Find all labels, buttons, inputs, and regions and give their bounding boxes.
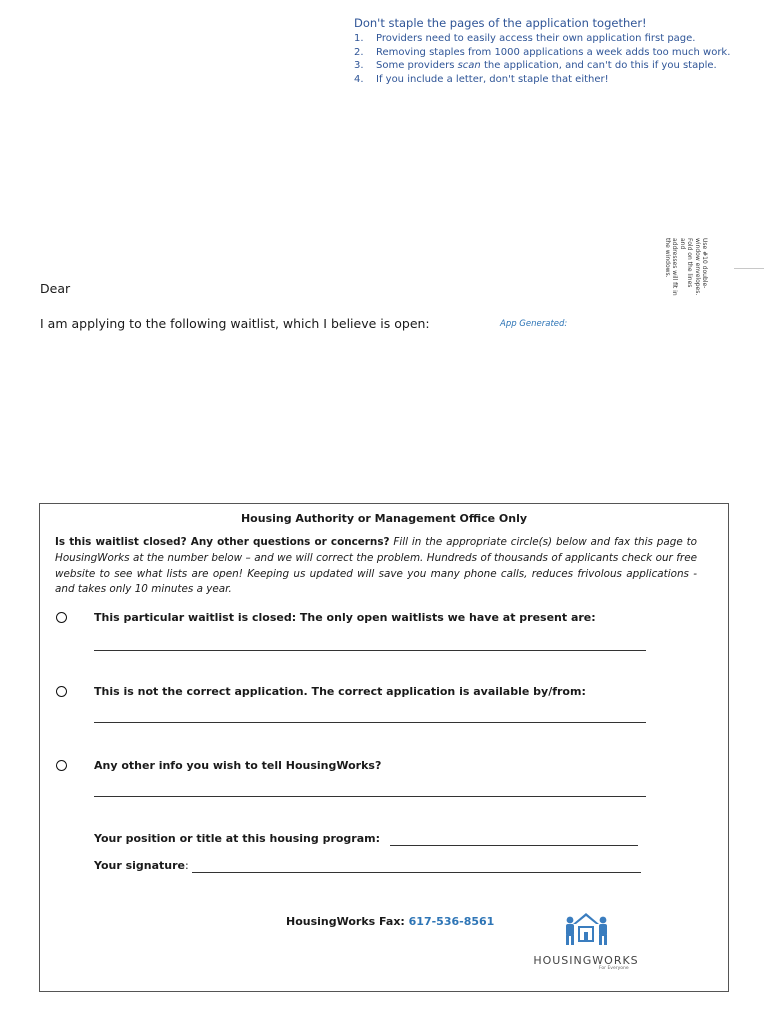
logo-wordmark: HOUSINGWORKS	[533, 954, 639, 967]
applying-statement: I am applying to the following waitlist, which I believe is open:	[40, 316, 430, 331]
app-generated-label: App Generated:	[500, 319, 568, 329]
housingworks-logo	[529, 910, 643, 972]
option-wrong-app-answer-line[interactable]	[94, 722, 646, 723]
notice-item-number: 2.	[354, 46, 364, 58]
notice-item-text	[376, 59, 717, 73]
envelope-note	[664, 238, 708, 298]
notice-item-text-part: Some providers	[376, 60, 458, 71]
office-box-title: Housing Authority or Management Office Only	[240, 512, 528, 525]
intro-instructions: Fill in the appropriate circle(s) below and fax this page to HousingWorks at the number below – and we will correct the problem. Hundreds of thousands of applicants check our free website to see what lists are open! Keeping us updated will save you many phone calls, reduces frivolous applications - and takes only 10 minutes a year.	[55, 536, 698, 596]
notice-item	[354, 32, 754, 46]
option-closed-label: This particular waitlist is closed: The only open waitlists we have at present are:	[94, 611, 596, 624]
position-field[interactable]	[390, 845, 638, 846]
notice-item	[354, 59, 754, 73]
envelope-note-line: window envelopes.	[693, 238, 701, 296]
envelope-note-line: Use #10 double-	[701, 238, 708, 289]
option-closed-answer-line[interactable]	[94, 650, 646, 651]
staple-notice	[354, 16, 754, 86]
option-other-info-label: Any other info you wish to tell HousingWorks?	[94, 759, 382, 772]
signature-label-wrap	[94, 859, 189, 872]
fax-label: HousingWorks Fax	[286, 915, 401, 928]
notice-item-number: 1.	[354, 33, 364, 44]
fold-mark	[734, 268, 764, 269]
fax-colon: :	[400, 915, 409, 928]
house-people-icon	[529, 910, 643, 954]
notice-item-number: 3.	[354, 60, 364, 71]
option-other-info-radio[interactable]	[56, 760, 67, 771]
staple-notice-title: Don't staple the pages of the application together!	[354, 16, 647, 30]
notice-item-text: If you include a letter, don't staple that either!	[376, 73, 609, 85]
staple-notice-list	[354, 32, 754, 86]
envelope-note-line: the windows.	[663, 238, 671, 278]
fax-line	[286, 915, 494, 928]
letter-greeting: Dear	[40, 281, 71, 296]
option-other-info-answer-line[interactable]	[94, 796, 646, 797]
notice-item-emphasis: scan	[457, 60, 481, 71]
notice-item-text: Removing staples from 1000 applications a week adds too much work.	[376, 46, 731, 58]
option-closed-radio[interactable]	[56, 612, 67, 623]
intro-question: Is this waitlist closed? Any other questions or concerns?	[55, 536, 390, 548]
office-only-box	[39, 503, 729, 992]
signature-label: Your signature	[94, 859, 186, 872]
option-wrong-app-label: This is not the correct application. The correct application is available by/from:	[94, 685, 586, 698]
notice-item	[354, 46, 754, 60]
position-label: Your position or title at this housing program:	[94, 832, 381, 845]
notice-item-number: 4.	[354, 73, 364, 85]
fax-number: 617-536-8561	[408, 915, 495, 928]
notice-item-text-part: the application, and can't do this if you staple.	[480, 60, 717, 71]
envelope-note-line: Fold on the lines and	[678, 238, 694, 288]
logo-tagline: For Everyone	[599, 966, 629, 971]
envelope-note-line: addresses will fit in	[671, 238, 679, 296]
signature-colon: :	[185, 859, 189, 872]
signature-field[interactable]	[192, 872, 641, 873]
notice-item-text: Providers need to easily access their own application first page.	[376, 33, 696, 44]
notice-item	[354, 73, 754, 87]
office-box-intro	[55, 535, 697, 598]
option-wrong-app-radio[interactable]	[56, 686, 67, 697]
